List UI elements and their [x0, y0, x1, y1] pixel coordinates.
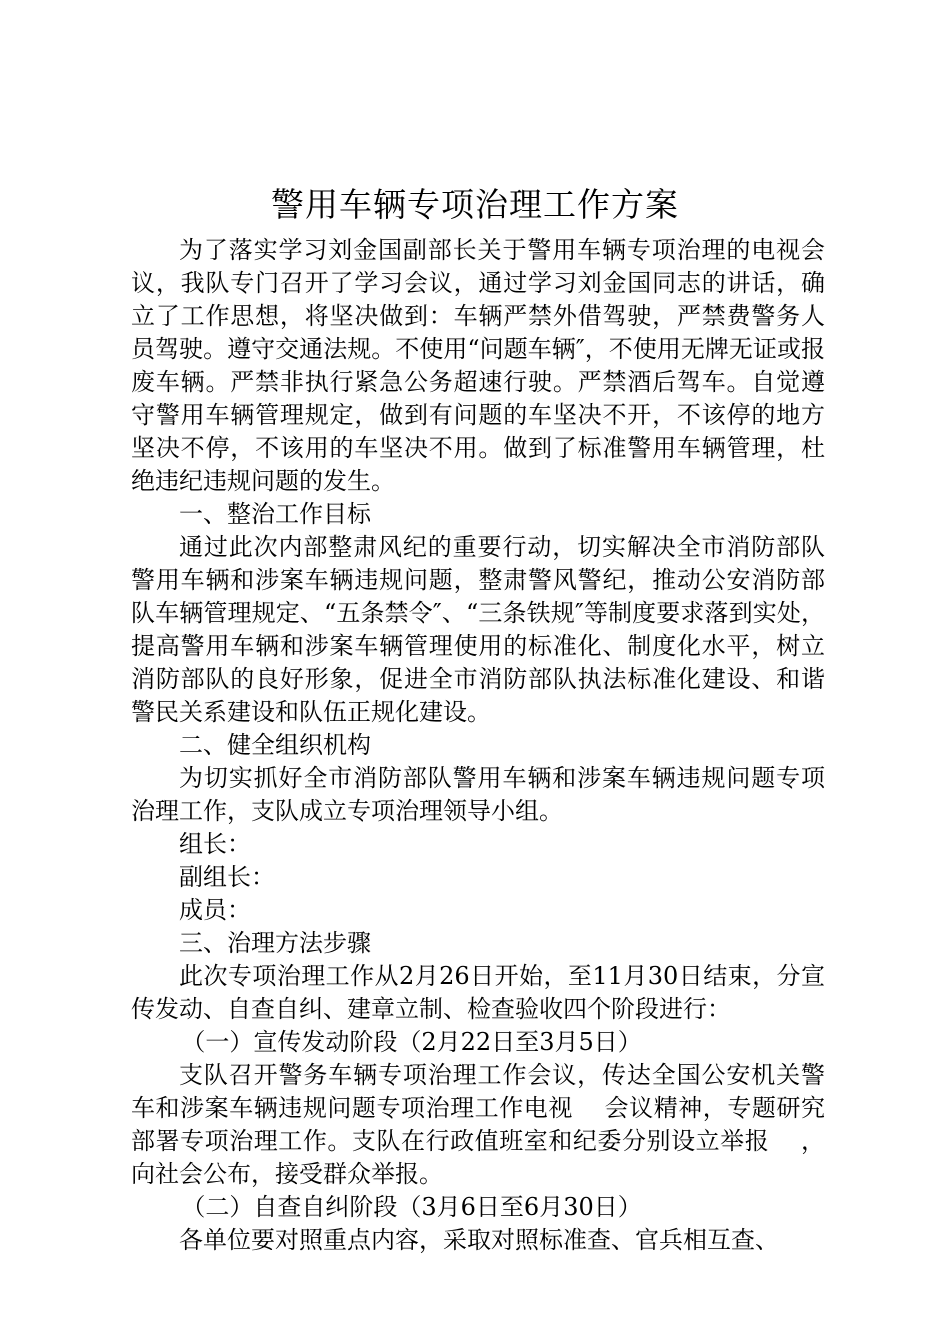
section-1-paragraph: 通过此次内部整肃风纪的重要行动，切实解决全市消防部队警用车辆和涉案车辆违规问题，整肃警风警纪，推动公安消防部队车辆管理规定、“五条禁令″、“三条铁规″等制度要求落到实处，提高警用车辆和涉案车辆管理使用的标准化、制度化水平，树立消防部队的良好形象，促进全市消防部队执法标准化建设、和谐警民关系建设和队伍正规化建设。: [131, 533, 825, 726]
document-title: 警用车辆专项治理工作方案: [271, 185, 679, 224]
stage-1-text-c: ，向社会公布，接受群众举报。: [131, 1127, 826, 1188]
stage-2-heading: （二）自查自纠阶段（3月6日至6月30日）: [181, 1193, 642, 1221]
leader-label: 组长：: [179, 830, 251, 858]
section-3-heading: 三、治理方法步骤: [179, 929, 371, 957]
section-1-heading: 一、整治工作目标: [179, 500, 371, 528]
section-2-heading: 二、健全组织机构: [179, 731, 371, 759]
intro-paragraph: 为了落实学习刘金国副部长关于警用车辆专项治理的电视会议，我队专门召开了学习会议，通过学习刘金国同志的讲话，确立了工作思想，将坚决做到：车辆严禁外借驾驶，严禁费警务人员驾驶。遵守交通法规。不使用“问题车辆″，不使用无牌无证或报废车辆。严禁非执行紧急公务超速行驶。严禁酒后驾车。自觉遵守警用车辆管理规定，做到有问题的车坚决不开，不该停的地方坚决不停，不该用的车坚决不用。做到了标准警用车辆管理，杜绝违纪违规问题的发生。: [131, 236, 825, 495]
stage-1-paragraph: [131, 1059, 825, 1191]
stage-1-text-a: 支队召开警务车辆专项治理工作会议，传达全国公安机关警车和涉案车辆违规问题专项治理工作电视: [131, 1061, 825, 1122]
deputy-leader-label: 副组长：: [179, 863, 275, 891]
stage-2-paragraph: 各单位要对照重点内容，采取对照标准查、官兵相互查、: [179, 1226, 779, 1254]
document-body: [131, 234, 825, 1257]
stage-1-heading: （一）宣传发动阶段（2月22日至3月5日）: [181, 1028, 642, 1056]
stage-1-text-b: 会议精神，专题研究部署专项治理工作。支队在行政值班室和纪委分别设立举报: [131, 1094, 825, 1155]
section-3-paragraph: 此次专项治理工作从2月26日开始，至11月30日结束，分宣传发动、自查自纠、建章立制、检查验收四个阶段进行：: [131, 962, 825, 1023]
section-2-paragraph: 为切实抓好全市消防部队警用车辆和涉案车辆违规问题专项治理工作，支队成立专项治理领导小组。: [131, 764, 825, 825]
members-label: 成员：: [179, 896, 251, 924]
